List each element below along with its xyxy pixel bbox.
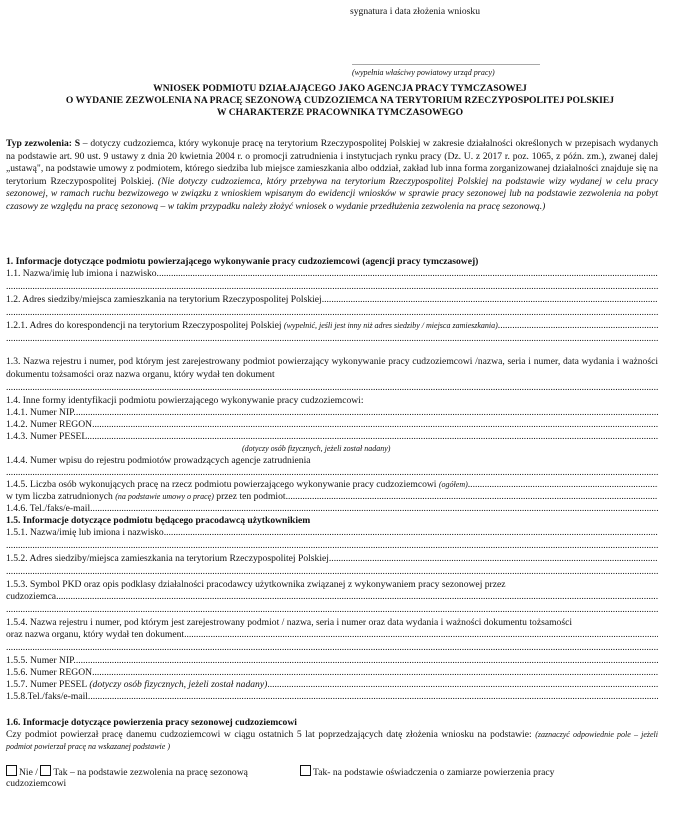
field-1-4-4[interactable] [6,467,658,478]
office-signature-line[interactable] [352,58,540,67]
option-declaration-label: Tak- na podstawie oświadczenia o zamiarze powierzenia pracy [313,767,555,778]
field-1-5-2[interactable]: 1.5.2. Adres siedziby/miejsca zamieszkania na terytorium Rzeczypospolitej Polskiej ..... [6,553,658,564]
field-1-2-1[interactable]: 1.2.1. Adres do korespondencji na terytorium Rzeczypospolitej Polskiej (wypełnić, jeśli jest inny niż adres siedziby / miejsca zamieszkania) ..... [6,320,658,331]
section-1-5-heading: 1.5. Informacje dotyczące podmiotu będącego pracodawcą użytkownikiem [6,515,311,526]
field-1-4-2[interactable]: 1.4.2. Numer REGON ..... [6,419,658,430]
field-1-5-3-cont[interactable] [6,604,658,615]
field-1-5-1[interactable]: 1.5.1. Nazwa/imię lub imiona i nazwisko ..... [6,527,658,538]
title-line-2: O WYDANIE ZEZWOLENIA NA PRACĘ SEZONOWĄ CUDZOZIEMCA NA TERYTORIUM RZECZYPOSPOLITEJ POLSKIEJ [65,95,615,106]
field-1-4-5-employed[interactable]: w tym liczba zatrudnionych (na podstawie umowy o pracę) przez ten podmiot ..... [6,491,658,502]
field-1-5-4-cont[interactable] [6,642,658,653]
field-1-5-8[interactable]: 1.5.8.Tel./faks/e-mail ..... [6,691,658,702]
field-1-3-label: 1.3. Nazwa rejestru i numer, pod którym jest zarejestrowany podmiot powierzający wykonywanie pracy cudzoziemcowi /nazwa, seria i numer, data wydania i ważności dokumentu tożsamości oraz nazwa organu, który wydał ten dokument [6,356,658,380]
permit-type-note: (Nie dotyczy cudzoziemca, który przebywa na terytorium Rzeczypospolitej Polskiej na podstawie wizy wydanej w celu pracy sezonowej, w ramach ruchu bezwizowego w związku z wnioskiem wpisanym do ewidencji wniosków w sprawie pracy sezonowej lub na podstawie zezwolenia na pobyt czasowy ze względu na pracę sezonową – w takim przypadku należy złożyć wniosek o wydanie przedłużenia zezwolenia na pracę sezonową.) [6,175,658,212]
option-declaration-cont: cudzoziemcowi [6,778,67,789]
field-1-4-1[interactable]: 1.4.1. Numer NIP ..... [6,407,658,418]
checkbox-yes-declaration[interactable] [300,765,311,776]
office-note: (wypełnia właściwy powiatowy urząd pracy) [352,68,495,77]
permit-type-label: Typ zezwolenia: S [6,138,81,149]
field-1-1[interactable]: 1.1. Nazwa/imię lub imiona i nazwisko ..... [6,268,658,279]
signature-date-label: sygnatura i data złożenia wniosku [350,6,481,17]
field-1-1-cont[interactable] [6,281,658,292]
field-1-4-4-label: 1.4.4. Numer wpisu do rejestru podmiotów prowadzących agencje zatrudnienia [6,455,311,466]
field-1-5-6[interactable]: 1.5.6. Numer REGON ..... [6,667,658,678]
option-no-label: Nie [19,767,33,778]
title-line-1: WNIOSEK PODMIOTU DZIAŁAJĄCEGO JAKO AGENCJA PRACY TYMCZASOWEJ [153,83,527,94]
field-1-2-cont[interactable] [6,307,658,318]
field-1-5-2-cont[interactable] [6,566,658,577]
section-1-6-heading: 1.6. Informacje dotyczące powierzenia pracy sezonowej cudzoziemcowi [6,717,297,728]
section-1-6-question: Czy podmiot powierzał pracę danemu cudzoziemcowi w ciągu ostatnich 5 lat poprzedzających datę złożenia wniosku na podstawie: (zaznaczyć odpowiednie pole – jeżeli podmiot powierzał pracę na wskazanej podstawie ) [6,729,658,751]
field-1-5-1-cont[interactable] [6,540,658,551]
field-1-2-1-cont[interactable] [6,333,658,344]
permit-type-text: – dotyczy cudzoziemca, który wykonuje pracę na terytorium Rzeczypospolitej Polskiej w zakresie działalności określonych w przepisach wydanych na podstawie art. 90 ust. 9 ustawy z dnia 20 kwietnia 2004 r. o promocji zatrudnienia i instytucjach rynku pracy (Dz. U. z 2017 r. poz. 1065, z późn. zm.), zwanej dalej „ustawą", na podstawie umowy z podmiotem, którego siedziba lub miejsce zamieszkania albo oddział, zakład lub inna forma zorganizowanej działalności znajduje się na terytorium Rzeczypospolitej Polskiej. [6,138,658,187]
field-1-5-4[interactable]: oraz nazwa organu, który wydał ten dokument ..... [6,629,658,640]
section-1-heading: 1. Informacje dotyczące podmiotu powierzającego wykonywanie pracy cudzoziemcowi (agencji pracy tymczasowej) [6,256,479,267]
checkbox-yes-permit[interactable] [40,765,51,776]
field-1-4-5-total[interactable]: 1.4.5. Liczba osób wykonujących pracę na rzecz podmiotu powierzającego wykonywanie pracy cudzoziemcowi (ogółem) ..... [6,479,658,490]
field-1-4-6[interactable]: 1.4.6. Tel./faks/e-mail ..... [6,503,658,514]
field-1-4-3-note: (dotyczy osób fizycznych, jeżeli został nadany) [242,444,391,453]
checkbox-no[interactable] [6,765,17,776]
field-1-4-3[interactable]: 1.4.3. Numer PESEL ..... [6,431,658,442]
field-1-2[interactable]: 1.2. Adres siedziby/miejsca zamieszkania na terytorium Rzeczypospolitej Polskiej ..... [6,294,658,305]
permit-type-paragraph [6,138,658,214]
option-declaration [300,765,554,778]
options-row: Nie / Tak – na podstawie zezwolenia na pracę sezonową [6,765,248,778]
field-1-5-3-label: 1.5.3. Symbol PKD oraz opis podklasy działalności pracodawcy użytkownika związanej z wykonywaniem pracy sezonowej przez [6,579,506,590]
field-1-4-label: 1.4. Inne formy identyfikacji podmiotu powierzającego wykonywanie pracy cudzoziemcowi: [6,395,364,406]
title-line-3: W CHARAKTERZE PRACOWNIKA TYMCZASOWEGO [216,107,464,118]
field-1-5-7[interactable]: 1.5.7. Numer PESEL (dotyczy osób fizycznych, jeżeli został nadany) ..... [6,679,658,690]
field-1-5-5[interactable]: 1.5.5. Numer NIP ..... [6,655,658,666]
field-1-5-3[interactable]: cudzoziemca ..... [6,591,658,602]
field-1-3[interactable] [6,382,658,393]
option-permit-label: Tak – na podstawie zezwolenia na pracę sezonową [53,767,248,778]
field-1-5-4-label: 1.5.4. Nazwa rejestru i numer, pod którym jest zarejestrowany podmiot / nazwa, seria i numer oraz data wydania i ważności dokumentu tożsamości [6,617,573,628]
